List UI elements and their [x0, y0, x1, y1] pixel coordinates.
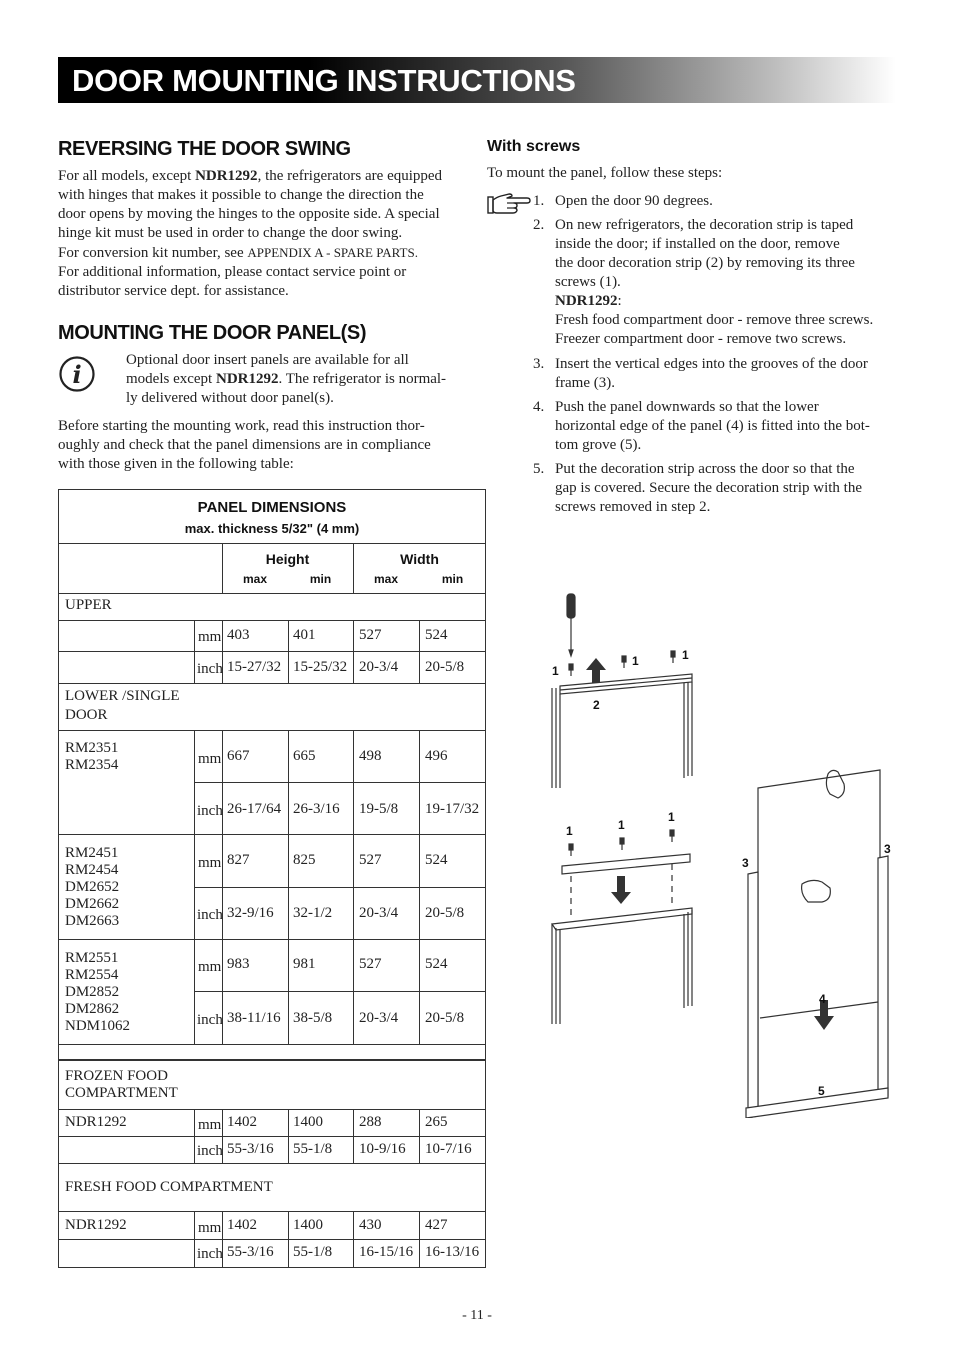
svg-text:i: i [72, 360, 82, 389]
fig-label: 1 [632, 654, 639, 668]
unit-inch: inch [197, 1143, 223, 1159]
page-number: - 11 - [462, 1308, 492, 1323]
table-cell: 20-5/8 [425, 905, 465, 921]
fresh-model: NDR1292 [65, 1217, 127, 1233]
table-cell: 1402 [227, 1114, 257, 1130]
width-header: Width [400, 551, 439, 567]
table-cell: 38-5/8 [293, 1010, 333, 1026]
table-cell: 825 [293, 852, 316, 868]
unit-mm: mm [198, 1117, 222, 1133]
fig-label: 3 [884, 842, 891, 856]
fig-label: 5 [818, 1084, 825, 1098]
page-title: DOOR MOUNTING INSTRUCTIONS [72, 63, 576, 98]
table-cell: 38-11/16 [227, 1010, 281, 1026]
table-cell: 32-9/16 [227, 905, 274, 921]
fig-label: 2 [593, 698, 600, 712]
fresh-label: FRESH FOOD COMPARTMENT [65, 1179, 273, 1195]
table-cell: 20-3/4 [359, 905, 399, 921]
screwdriver-icon [567, 594, 575, 618]
table-subtitle: max. thickness 5/32" (4 mm) [184, 521, 360, 536]
before-paragraph: Before starting the mounting work, read this instruction thor- oughly and check that the panel dimensions are in compliance with those given in the following table: [58, 418, 431, 472]
table-cell: 498 [359, 748, 382, 764]
unit-inch: inch [197, 1012, 223, 1028]
table-cell: 665 [293, 748, 316, 764]
step-2-model: NDR1292 [555, 293, 618, 309]
table-cell: 26-3/16 [293, 801, 340, 817]
table-cell: 15-25/32 [293, 659, 348, 675]
table-cell: 20-5/8 [425, 659, 465, 675]
table-cell: 430 [359, 1217, 382, 1233]
unit-inch: inch [197, 1246, 223, 1262]
table-cell: 527 [359, 852, 382, 868]
table-cell: 524 [425, 956, 448, 972]
fig-label: 1 [668, 810, 675, 824]
table-cell: 55-1/8 [293, 1244, 333, 1260]
table-cell: 667 [227, 748, 250, 764]
unit-inch: inch [197, 661, 223, 677]
table-cell: 827 [227, 852, 250, 868]
table-cell: 524 [425, 852, 448, 868]
table-cell: 401 [293, 627, 316, 643]
info-note: Optional door insert panels are available for all models except NDR1292. The refrigerator is normal- ly delivered without door panel(s). [126, 352, 447, 406]
appendix-reference: APPENDIX A - SPARE PARTS. [247, 245, 418, 260]
table-cell: 10-9/16 [359, 1141, 406, 1157]
upper-label: UPPER [65, 597, 112, 613]
height-header: Height [265, 551, 310, 567]
pointing-hand-icon [487, 192, 531, 218]
table-cell: 1402 [227, 1217, 257, 1233]
table-cell: 19-5/8 [359, 801, 399, 817]
table-cell: 288 [359, 1114, 382, 1130]
height-min-header: min [309, 572, 332, 586]
width-max-header: max [373, 572, 399, 586]
table-cell: 427 [425, 1217, 448, 1233]
table-title: PANEL DIMENSIONS [197, 499, 347, 516]
fig-label: 1 [566, 824, 573, 838]
table-cell: 20-5/8 [425, 1010, 465, 1026]
table-cell: 16-13/16 [425, 1244, 480, 1260]
unit-mm: mm [198, 855, 222, 871]
title-banner [58, 57, 896, 103]
height-max-header: max [242, 572, 268, 586]
fig-label: 1 [618, 818, 625, 832]
fig-label: 4 [819, 992, 826, 1006]
fig-label: 1 [682, 648, 689, 662]
table-cell: 20-3/4 [359, 1010, 399, 1026]
table-cell: 55-3/16 [227, 1141, 274, 1157]
table-cell: 19-17/32 [425, 801, 480, 817]
fig-label: 3 [742, 856, 749, 870]
fig-label: 1 [552, 664, 559, 678]
unit-mm: mm [198, 629, 222, 645]
arrow-down-icon [611, 876, 631, 904]
table-cell: 20-3/4 [359, 659, 399, 675]
table-cell: 265 [425, 1114, 448, 1130]
frozen-model: NDR1292 [65, 1114, 127, 1130]
table-cell: 16-15/16 [359, 1244, 414, 1260]
table-cell: 1400 [293, 1217, 323, 1233]
width-min-header: min [441, 572, 464, 586]
table-cell: 1400 [293, 1114, 323, 1130]
unit-mm: mm [198, 751, 222, 767]
table-cell: 983 [227, 956, 250, 972]
unit-mm: mm [198, 1220, 222, 1236]
table-cell: 10-7/16 [425, 1141, 472, 1157]
screws-intro: To mount the panel, follow these steps: [487, 165, 723, 181]
table-cell: 527 [359, 627, 382, 643]
table-cell: 55-1/8 [293, 1141, 333, 1157]
table-cell: 15-27/32 [227, 659, 282, 675]
unit-inch: inch [197, 803, 223, 819]
table-cell: 55-3/16 [227, 1244, 274, 1260]
table-cell: 403 [227, 627, 250, 643]
mounting-illustration [540, 588, 900, 1118]
panel-dimensions-table [58, 489, 486, 1268]
with-screws-heading: With screws [487, 138, 581, 155]
table-cell: 527 [359, 956, 382, 972]
table-cell: 496 [425, 748, 448, 764]
model-group-2: RM2451 RM2454 DM2652 DM2662 DM2663 [65, 845, 120, 929]
table-cell: 981 [293, 956, 316, 972]
lower-label: LOWER /SINGLE DOOR [65, 688, 180, 723]
frozen-label: FROZEN FOOD COMPARTMENT [65, 1068, 178, 1101]
unit-inch: inch [197, 907, 223, 923]
table-cell: 26-17/64 [227, 801, 282, 817]
table-cell: 32-1/2 [293, 905, 333, 921]
reversing-paragraph: For all models, except NDR1292, the refrigerators are equipped with hinges that makes it possible to change the direction the door opens by moving the hinges to the opposite side. A special hinge kit must be used in order to change the door swing. For conversion kit number, see APPENDIX A - SPARE PARTS. For additional information, please contact service point or distributor service dept. for assistance. [58, 168, 443, 299]
unit-mm: mm [198, 959, 222, 975]
info-icon [58, 355, 96, 393]
mounting-heading: MOUNTING THE DOOR PANEL(S) [58, 322, 367, 344]
model-group-3: RM2551 RM2554 DM2852 DM2862 NDM1062 [65, 950, 131, 1034]
reversing-heading: REVERSING THE DOOR SWING [58, 138, 351, 160]
table-cell: 524 [425, 627, 448, 643]
model-group-1: RM2351 RM2354 [65, 740, 119, 773]
